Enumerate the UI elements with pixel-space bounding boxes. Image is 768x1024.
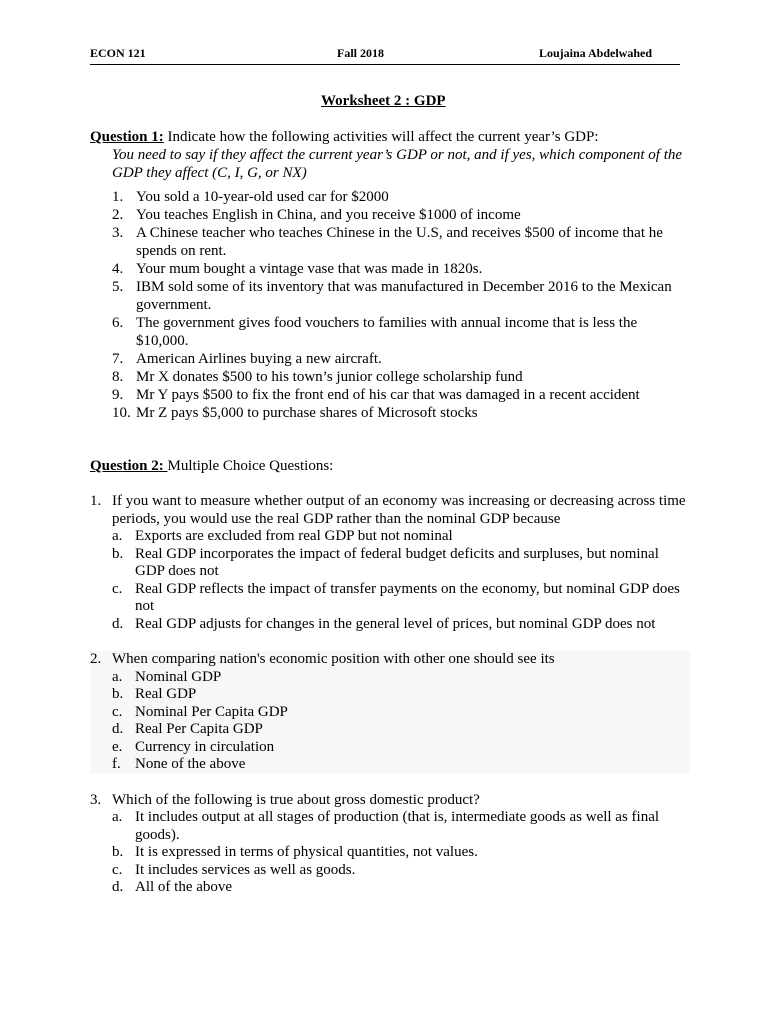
list-item: 1. You sold a 10-year-old used car for $2000	[112, 189, 389, 205]
option: b. It is expressed in terms of physical quantities, not values.	[112, 844, 478, 860]
option: a. Nominal GDP	[112, 668, 222, 685]
question-2-prompt: Multiple Choice Questions:	[167, 458, 334, 474]
option: a. It includes output at all stages of production (that is, intermediate goods as well as final goods).	[112, 809, 660, 843]
question-2-label: Question 2:	[90, 458, 168, 474]
course-code: ECON 121	[90, 46, 146, 60]
worksheet-title: Worksheet 2 : GDP	[321, 93, 446, 109]
option: d. All of the above	[112, 879, 233, 895]
question-1-heading	[90, 128, 690, 146]
mcq-1: 1. If you want to measure whether output of an economy was increasing or decreasing across time periods, you would use the real GDP rather than the nominal GDP because a. Exports are excluded from real GDP but not nominal b. Real GDP incorporates the impact of federal budget deficits and surpluses, but nominal GDP does not c. Real GDP reflects the impact of transfer payments on the economy, but nominal GDP does not d. Real GDP adjusts for changes in the general level of prices, but nominal GDP does not	[90, 493, 690, 633]
mcq-1-options	[112, 528, 690, 633]
list-item: 5. IBM sold some of its inventory that was manufactured in December 2016 to the Mexican government.	[112, 279, 672, 313]
question-2-heading	[90, 457, 690, 475]
list-item: 9. Mr Y pays $500 to fix the front end of his car that was damaged in a recent accident	[112, 387, 640, 403]
mcq-3-text: Which of the following is true about gross domestic product?	[112, 791, 480, 808]
term: Fall 2018	[337, 46, 384, 60]
option: c. Nominal Per Capita GDP	[112, 703, 288, 720]
option: c. It includes services as well as goods.	[112, 861, 356, 878]
mcq-2: 2. When comparing nation's economic position with other one should see its a. Nominal GDP b. Real GDP c. Nominal Per Capita GDP d. Real Per Capita GDP e. Currency in circulation f. None of the above	[90, 651, 690, 774]
question-1-list	[90, 188, 690, 422]
option: d. Real GDP adjusts for changes in the general level of prices, but nominal GDP does not	[112, 615, 656, 632]
option: a. Exports are excluded from real GDP but not nominal	[112, 528, 453, 544]
mcq-3-options	[112, 809, 690, 897]
page-header	[90, 44, 680, 65]
option: f. None of the above	[112, 756, 246, 772]
question-1-label: Question 1:	[90, 129, 164, 145]
mcq-2-options	[112, 669, 690, 774]
mcq-3: 3. Which of the following is true about gross domestic product? a. It includes output at all stages of production (that is, intermediate goods as well as final goods). b. It is expressed in terms of physical quantities, not values. c. It includes services as well as goods. d. All of the above	[90, 792, 690, 897]
list-item: 6. The government gives food vouchers to families with annual income that is less the $10,000.	[112, 315, 638, 349]
author-name: Loujaina Abdelwahed	[538, 46, 652, 60]
list-item: 2. You teaches English in China, and you receive $1000 of income	[112, 207, 521, 223]
option: b. Real GDP incorporates the impact of federal budget deficits and surpluses, but nominal GDP does not	[112, 545, 659, 579]
question-1	[90, 128, 690, 422]
list-item: 10. Mr Z pays $5,000 to purchase shares of Microsoft stocks	[112, 405, 478, 421]
list-item: 8. Mr X donates $500 to his town’s junior college scholarship fund	[112, 369, 523, 385]
list-item: 4. Your mum bought a vintage vase that was made in 1820s.	[112, 261, 483, 277]
option: e. Currency in circulation	[112, 738, 275, 755]
question-2	[90, 457, 690, 897]
option: c. Real GDP reflects the impact of transfer payments on the economy, but nominal GDP does not	[112, 580, 680, 614]
option: d. Real Per Capita GDP	[112, 721, 263, 737]
mcq-1-text: If you want to measure whether output of an economy was increasing or decreasing across time periods, you would use the real GDP rather than the nominal GDP because	[112, 493, 686, 527]
question-1-prompt: Indicate how the following activities will affect the current year’s GDP:	[163, 129, 599, 145]
option: b. Real GDP	[112, 686, 197, 702]
list-item: 7. American Airlines buying a new aircraft.	[112, 351, 382, 367]
question-1-note: You need to say if they affect the current year’s GDP or not, and if yes, which component of the GDP they affect (C, I, G, or NX)	[112, 147, 683, 181]
list-item: 3. A Chinese teacher who teaches Chinese in the U.S, and receives $500 of income that he spends on rent.	[112, 225, 663, 259]
mcq-2-text: When comparing nation's economic position with other one should see its	[112, 651, 555, 667]
